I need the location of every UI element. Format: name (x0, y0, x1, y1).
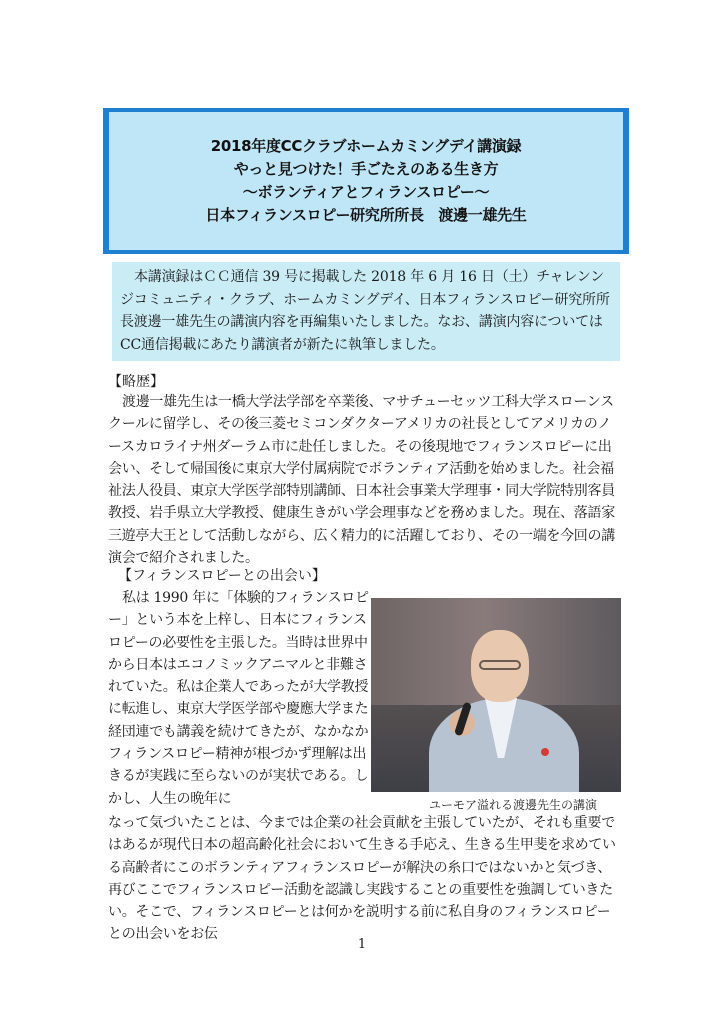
section-heading-biography: 【略歴】 (108, 374, 164, 390)
encounter-paragraph-full: なって気づいたことは、今までは企業の社会貢献を主張していたが、それも重要ではあるが現代日本の超高齢化社会において生きる手応え、生きる生甲斐を求めている高齢者にこのボランティアフィランスロピーが解決の糸口ではないかと気づき、再びここでフィランスロピー活動を認識し実践することの重要性を強調していきたい。そこで、フィランスロピーとは何かを説明する前に私自身のフィランスロピーとの出会いをお伝 (108, 815, 616, 943)
title-event: 2018年度CCクラブホームカミングデイ講演録 (210, 137, 522, 155)
photo-caption: ユーモア溢れる渡邊先生の講演 (429, 798, 598, 812)
encounter-paragraph-left: 私は 1990 年に「体験的フィランスロピー」という本を上梓し、日本にフィランスロピーの必要性を主張した。当時は世界中から日本はエコノミックアニマルと非難されていた。私は企業人であったが大学教授に転進し、東京大学医学部や慶應大学また経団連でも講義を続けてきたが、なかなかフィランスロピー精神が根づかず理解は出きるが実践に至らないのが実状である。しかし、人生の晩年に (108, 590, 369, 807)
title-main: やっと見つけた！手ごたえのある生き方 (233, 160, 499, 178)
speaker-photo (371, 598, 621, 792)
title-subtitle: ～ボランティアとフィランスロピー～ (242, 183, 490, 201)
biography-paragraph: 渡邊一雄先生は一橋大学法学部を卒業後、マサチューセッツ工科大学スローンスクールに留学し、その後三菱セミコンダクターアメリカの社長としてアメリカのノースカロライナ州ダーラム市に赴任しました。その後現地でフィランスロピーに出会い、そして帰国後に東京大学付属病院でボランティア活動を始めました。社会福祉法人役員、東京大学医学部特別講師、日本社会事業大学理事・同大学院特別客員教授、岩手県立大学教授、健康生きがい学会理事などを務めました。現在、落語家三遊亭大王として活動しながら、広く精力的に活躍しており、その一端を今回の講演会で紹介されました。 (108, 394, 615, 567)
page-number: 1 (357, 937, 367, 952)
intro-box (112, 262, 620, 361)
title-banner (103, 108, 629, 254)
photo-glasses (479, 660, 521, 670)
lapel-pin (541, 748, 549, 756)
section-heading-encounter: 【フィランスロピーとの出会い】 (118, 568, 326, 584)
title-speaker: 日本フィランスロピー研究所所長 渡邊一雄先生 (205, 206, 527, 224)
intro-text: 本講演録はＣＣ通信 39 号に掲載した 2018 年 6 月 16 日（土）チャレンンジコミュニティ・クラブ、ホームカミングデイ、日本フィランスロピー研究所所長渡邊一雄先生の講演内容を再編集いたしました。なお、講演内容についてはCC通信掲載にあたり講演者が新たに執筆しました。 (120, 269, 610, 353)
title-banner-inner (109, 112, 623, 250)
